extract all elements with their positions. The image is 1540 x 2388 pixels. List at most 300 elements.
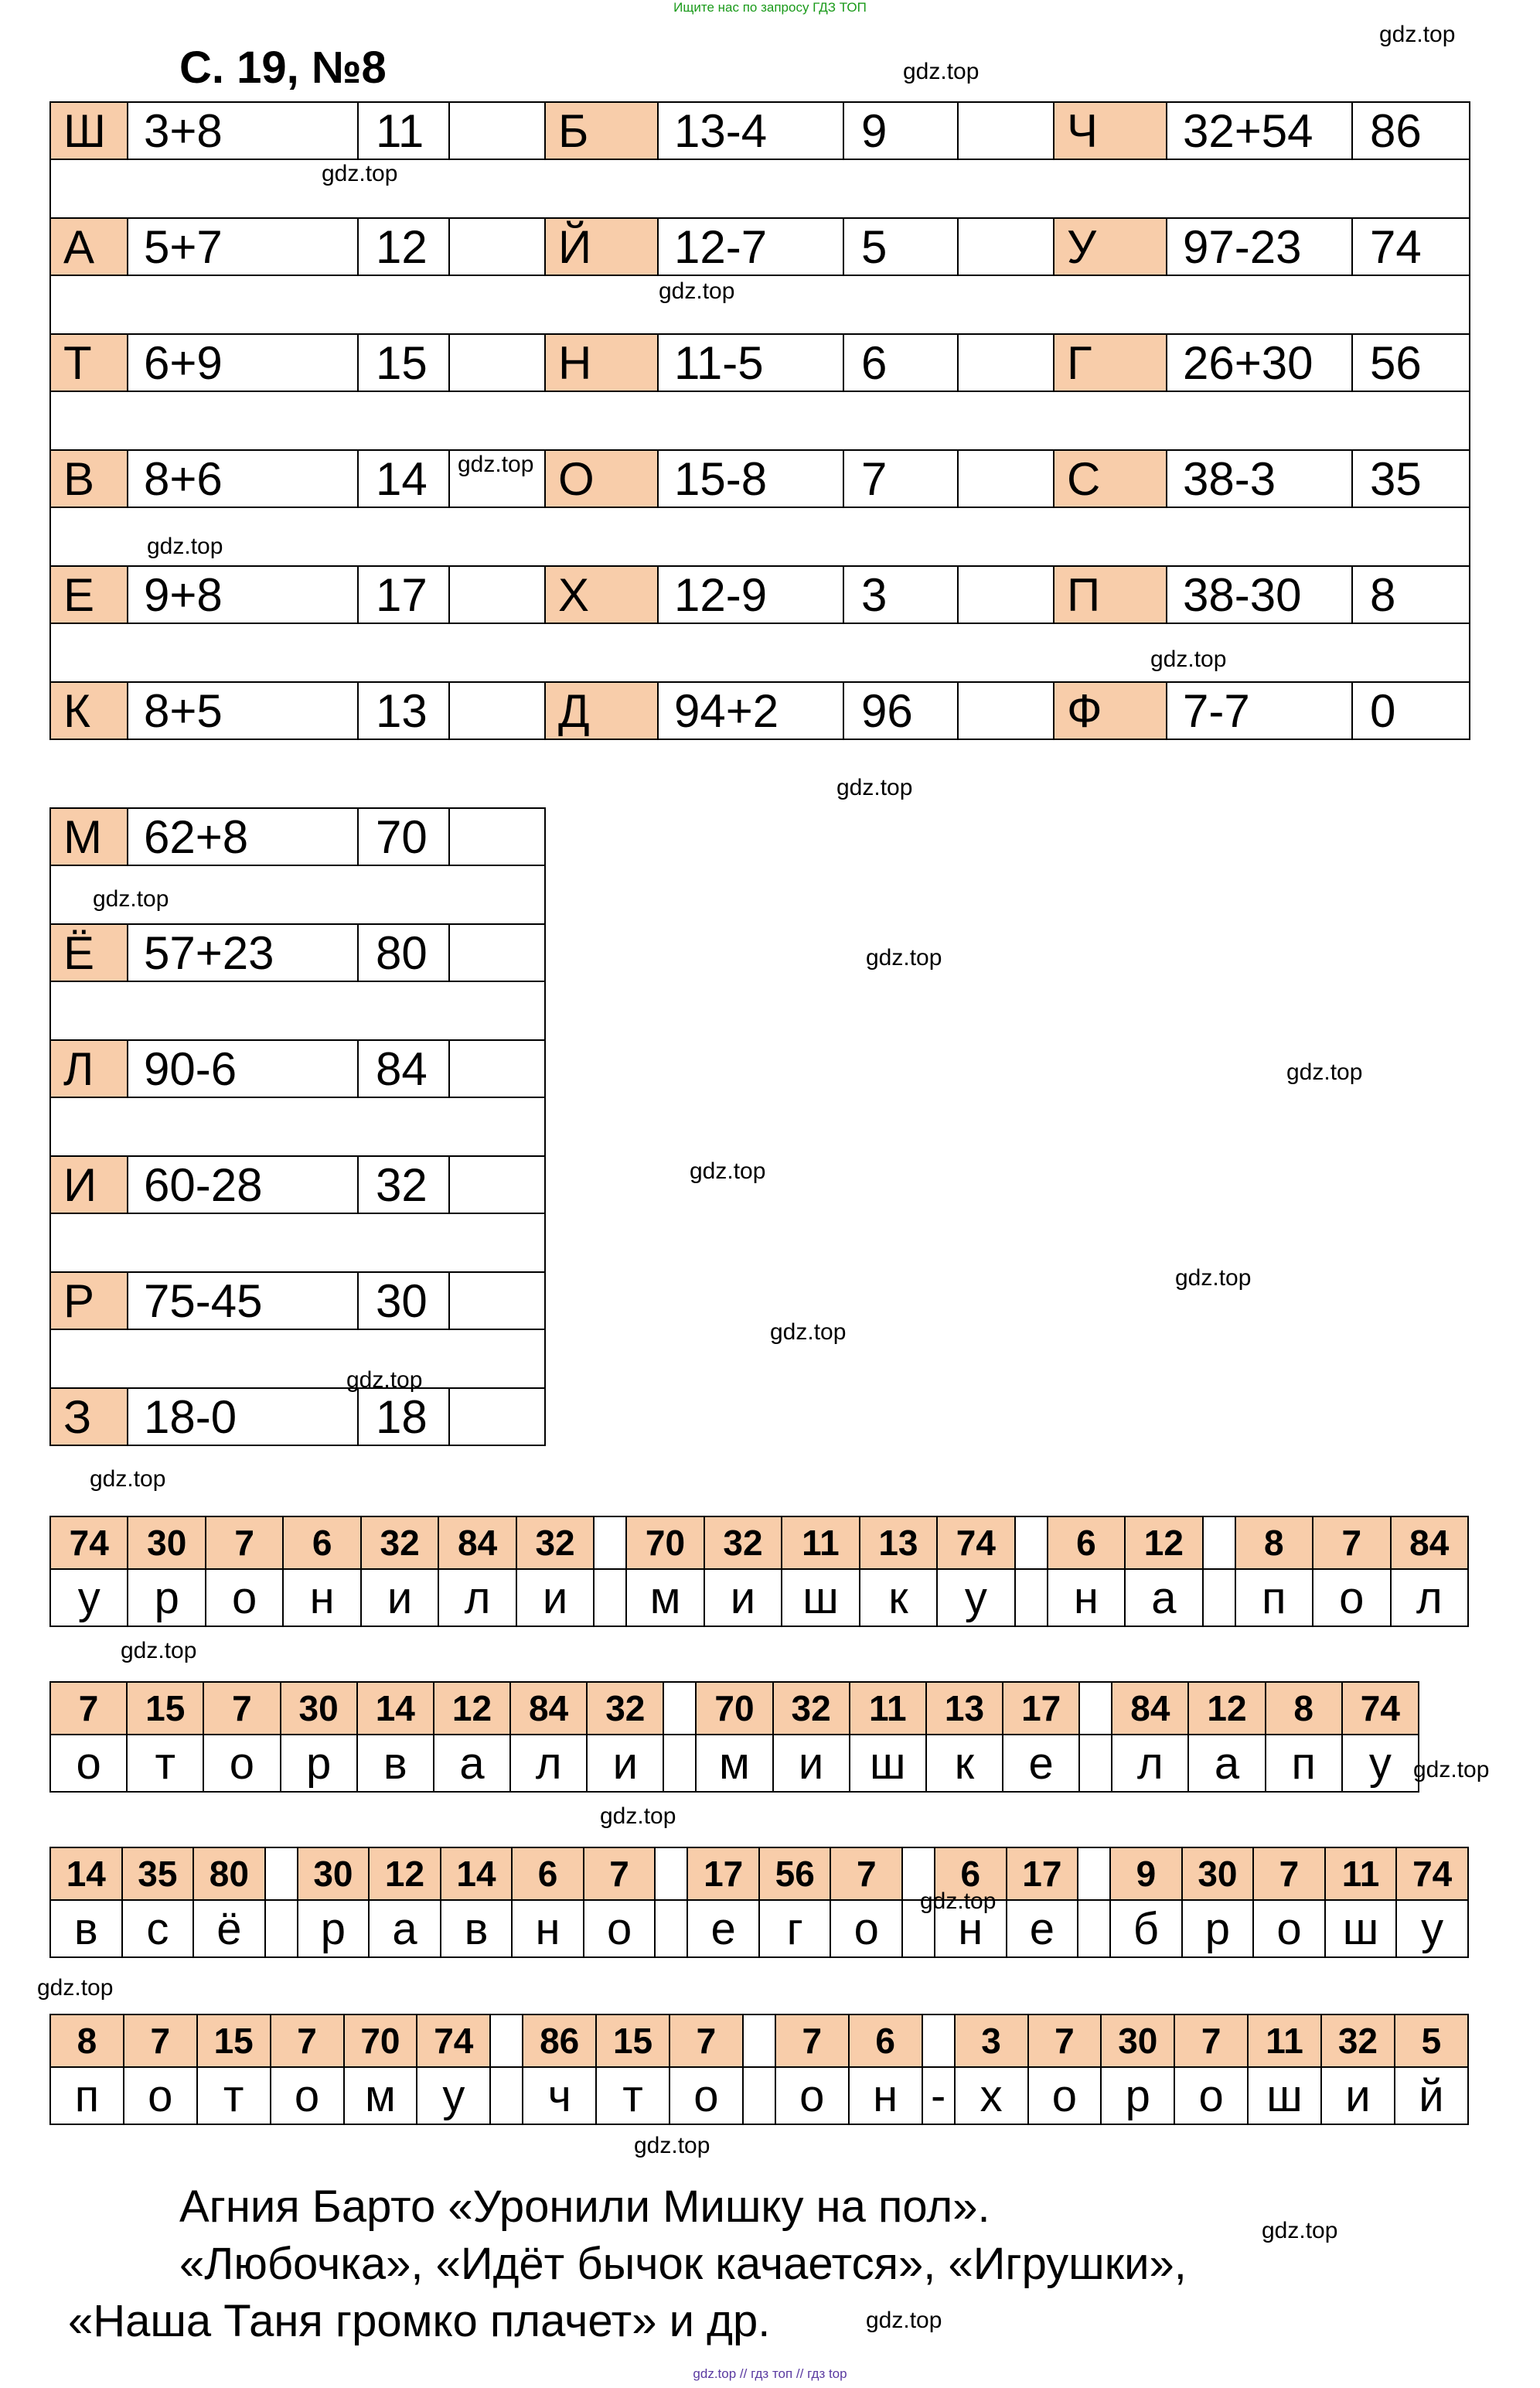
letter-cell: И (50, 1156, 128, 1213)
number-cell: 7 (1313, 1516, 1390, 1569)
letter-cell: Ш (50, 102, 128, 159)
number-cell: 7 (271, 2014, 344, 2067)
table-row (50, 808, 545, 865)
letter-row (50, 1900, 1468, 1957)
spacer-row (50, 1213, 545, 1272)
number-cell: 7 (830, 1847, 902, 1900)
decoded-letter-cell: и (704, 1569, 782, 1626)
decoded-letter-cell: и (773, 1735, 850, 1792)
number-cell: 13 (860, 1516, 937, 1569)
letter-cell: О (545, 450, 658, 507)
separator-cell (265, 1900, 298, 1957)
number-row (50, 1682, 1419, 1735)
decoded-letter-cell: л (1112, 1735, 1188, 1792)
separator-cell (594, 1569, 626, 1626)
letter-cell: Д (545, 682, 658, 739)
letter-cell: У (1054, 218, 1167, 275)
answer-cell: 0 (1352, 682, 1470, 739)
answer-cell: 70 (358, 808, 449, 865)
spacer-row (50, 623, 1470, 682)
decoded-letter-cell: е (687, 1900, 759, 1957)
watermark: gdz.top (37, 1975, 114, 2001)
number-cell: 86 (523, 2014, 596, 2067)
decoded-letter-cell: ш (850, 1735, 926, 1792)
empty-cell (958, 102, 1054, 159)
number-cell: 15 (127, 1682, 203, 1735)
table-row (50, 682, 1470, 739)
expression-cell: 9+8 (128, 566, 358, 623)
decoded-letter-cell: и (587, 1735, 663, 1792)
number-cell: 32 (516, 1516, 594, 1569)
answer-cell: 15 (358, 334, 449, 391)
decoded-letter-cell: ё (193, 1900, 265, 1957)
number-cell: 7 (1253, 1847, 1325, 1900)
watermark: gdz.top (322, 161, 398, 186)
letter-cell: П (1054, 566, 1167, 623)
answer-cell: 6 (843, 334, 958, 391)
number-cell: 30 (298, 1847, 370, 1900)
table-row (50, 1388, 545, 1445)
decoded-letter-cell: о (584, 1900, 656, 1957)
letter-cell: К (50, 682, 128, 739)
number-cell: 56 (759, 1847, 831, 1900)
separator-cell (655, 1847, 687, 1900)
table-row (50, 218, 1470, 275)
number-cell: 14 (50, 1847, 122, 1900)
expression-cell: 26+30 (1167, 334, 1352, 391)
watermark: gdz.top (121, 1638, 197, 1663)
spacer-row (50, 391, 1470, 450)
answer-cell: 32 (358, 1156, 449, 1213)
watermark: gdz.top (836, 775, 913, 800)
answer-cell: 35 (1352, 450, 1470, 507)
empty-cell (958, 450, 1054, 507)
number-cell: 7 (124, 2014, 197, 2067)
empty-cell (449, 1156, 545, 1213)
spacer-row (50, 507, 1470, 566)
decoded-letter-cell: р (281, 1735, 357, 1792)
spacer-cell (50, 275, 1470, 334)
separator-cell (1015, 1569, 1048, 1626)
top-promo-note: Ищите нас по запросу ГДЗ ТОП (673, 0, 867, 15)
answer-cell: 18 (358, 1388, 449, 1445)
decoded-letter-cell: у (1396, 1900, 1468, 1957)
decoded-letter-cell: т (596, 2067, 669, 2124)
code-row-1 (49, 1516, 1469, 1627)
decoded-letter-cell: о (50, 1735, 127, 1792)
spacer-cell (50, 507, 1470, 566)
number-cell: 32 (587, 1682, 663, 1735)
decoded-letter-cell: х (955, 2067, 1028, 2124)
decoded-letter-cell: с (122, 1900, 194, 1957)
expression-cell: 12-9 (658, 566, 843, 623)
expression-cell: 38-30 (1167, 566, 1352, 623)
number-cell: 30 (281, 1682, 357, 1735)
separator-cell (743, 2067, 775, 2124)
decoded-letter-cell: е (1003, 1735, 1079, 1792)
code-row-3 (49, 1847, 1469, 1958)
number-cell: 6 (849, 2014, 922, 2067)
decoded-letter-cell: л (1391, 1569, 1469, 1626)
spacer-cell (50, 159, 1470, 218)
empty-cell (449, 1040, 545, 1097)
number-cell: 7 (669, 2014, 743, 2067)
watermark: gdz.top (1413, 1757, 1490, 1782)
separator-cell (663, 1735, 696, 1792)
empty-cell (958, 334, 1054, 391)
letter-cell: Ф (1054, 682, 1167, 739)
number-cell: 7 (203, 1682, 280, 1735)
decoded-letter-cell: н (512, 1900, 584, 1957)
decoded-letter-cell: о (775, 2067, 849, 2124)
letter-cell: С (1054, 450, 1167, 507)
expression-cell: 7-7 (1167, 682, 1352, 739)
answer-cell: 8 (1352, 566, 1470, 623)
expression-cell: 5+7 (128, 218, 358, 275)
decoded-letter-cell: и (516, 1569, 594, 1626)
separator-cell (1079, 1682, 1112, 1735)
answer-cell: 96 (843, 682, 958, 739)
empty-cell (449, 808, 545, 865)
empty-cell (449, 1272, 545, 1329)
watermark: gdz.top (1262, 2218, 1338, 2243)
number-cell: 17 (1007, 1847, 1078, 1900)
decoded-letter-cell: а (1125, 1569, 1202, 1626)
decoded-letter-cell: н (1048, 1569, 1125, 1626)
decoded-letter-cell: о (669, 2067, 743, 2124)
watermark: gdz.top (690, 1158, 766, 1184)
code-row-4 (49, 2014, 1469, 2125)
number-cell: 5 (1395, 2014, 1468, 2067)
number-cell: 13 (926, 1682, 1003, 1735)
letters-expressions-table (49, 101, 1470, 740)
number-cell: 84 (438, 1516, 516, 1569)
number-cell: 32 (361, 1516, 438, 1569)
watermark: gdz.top (147, 534, 223, 559)
empty-cell (449, 102, 545, 159)
separator-cell (490, 2067, 523, 2124)
table-row (50, 1040, 545, 1097)
number-cell: 8 (50, 2014, 124, 2067)
decoded-letter-cell: и (1321, 2067, 1395, 2124)
separator-cell (1203, 1569, 1235, 1626)
watermark: gdz.top (1379, 22, 1456, 47)
decoded-letter-cell: й (1395, 2067, 1468, 2124)
expression-cell: 94+2 (658, 682, 843, 739)
spacer-row (50, 1329, 545, 1388)
number-cell: 12 (434, 1682, 510, 1735)
number-cell: 70 (626, 1516, 704, 1569)
empty-cell (958, 218, 1054, 275)
number-cell: 7 (1028, 2014, 1102, 2067)
letter-row (50, 1735, 1419, 1792)
separator-cell (655, 1900, 687, 1957)
spacer-row (50, 1097, 545, 1156)
answer-cell: 12 (358, 218, 449, 275)
answer-cell: 3 (843, 566, 958, 623)
letter-cell: Т (50, 334, 128, 391)
letter-cell: Й (545, 218, 658, 275)
watermark: gdz.top (458, 452, 534, 477)
expression-cell: 60-28 (128, 1156, 358, 1213)
answer-cell: 74 (1352, 218, 1470, 275)
number-cell: 14 (441, 1847, 513, 1900)
watermark: gdz.top (866, 945, 942, 971)
watermark: gdz.top (866, 2308, 942, 2333)
decoded-letter-cell: р (1101, 2067, 1174, 2124)
answer-cell: 5 (843, 218, 958, 275)
empty-cell (449, 566, 545, 623)
decoded-letter-cell: а (1188, 1735, 1265, 1792)
letter-cell: А (50, 218, 128, 275)
watermark: gdz.top (659, 278, 735, 304)
decoded-letter-cell: м (696, 1735, 772, 1792)
decoded-letter-cell: п (50, 2067, 124, 2124)
answer-cell: 56 (1352, 334, 1470, 391)
number-cell: 32 (773, 1682, 850, 1735)
watermark: gdz.top (1150, 646, 1227, 672)
empty-cell (958, 566, 1054, 623)
number-cell: 12 (1188, 1682, 1265, 1735)
decoded-letter-cell: к (926, 1735, 1003, 1792)
answer-cell: 86 (1352, 102, 1470, 159)
number-cell: 7 (50, 1682, 127, 1735)
letter-cell: Ч (1054, 102, 1167, 159)
decoded-letter-cell: ч (523, 2067, 596, 2124)
decoded-letter-cell: т (127, 1735, 203, 1792)
expression-cell: 13-4 (658, 102, 843, 159)
number-cell: 30 (128, 1516, 205, 1569)
number-cell: 35 (122, 1847, 194, 1900)
expression-cell: 11-5 (658, 334, 843, 391)
answer-cell: 84 (358, 1040, 449, 1097)
expression-cell: 3+8 (128, 102, 358, 159)
number-cell: 7 (1174, 2014, 1248, 2067)
number-cell: 30 (1182, 1847, 1254, 1900)
watermark: gdz.top (920, 1888, 997, 1914)
number-cell: 15 (197, 2014, 271, 2067)
separator-cell (1015, 1516, 1048, 1569)
decoded-letter-cell: в (50, 1900, 122, 1957)
separator-cell (663, 1682, 696, 1735)
code-row-2 (49, 1681, 1419, 1793)
empty-cell (449, 334, 545, 391)
number-cell: 70 (696, 1682, 772, 1735)
watermark: gdz.top (346, 1367, 423, 1393)
answer-cell: 7 (843, 450, 958, 507)
watermark: gdz.top (600, 1803, 676, 1829)
expression-cell: 62+8 (128, 808, 358, 865)
decoded-letter-cell: о (1313, 1569, 1390, 1626)
expression-cell: 32+54 (1167, 102, 1352, 159)
table-row (50, 924, 545, 981)
spacer-cell (50, 391, 1470, 450)
separator-cell (490, 2014, 523, 2067)
decoded-letter-cell: ш (782, 1569, 859, 1626)
separator-cell (1078, 1900, 1110, 1957)
decoded-letter-cell: н (849, 2067, 922, 2124)
expression-cell: 15-8 (658, 450, 843, 507)
expression-cell: 97-23 (1167, 218, 1352, 275)
decoded-letter-cell: н (935, 1900, 1007, 1957)
letter-cell: В (50, 450, 128, 507)
table-row (50, 102, 1470, 159)
number-cell: 8 (1235, 1516, 1313, 1569)
watermark: gdz.top (634, 2133, 710, 2158)
decoded-letter-cell: о (830, 1900, 902, 1957)
decoded-letter-cell: о (124, 2067, 197, 2124)
letter-cell: З (50, 1388, 128, 1445)
number-cell: 6 (512, 1847, 584, 1900)
letter-cell: Е (50, 566, 128, 623)
expression-cell: 90-6 (128, 1040, 358, 1097)
spacer-row (50, 981, 545, 1040)
number-cell: 11 (1325, 1847, 1397, 1900)
decoded-letter-cell: в (441, 1900, 513, 1957)
expression-cell: 8+5 (128, 682, 358, 739)
letter-cell: Б (545, 102, 658, 159)
letter-cell: Х (545, 566, 658, 623)
page-title: С. 19, №8 (179, 43, 387, 93)
spacer-row (50, 275, 1470, 334)
spacer-cell (50, 981, 545, 1040)
decoded-letter-cell: ш (1325, 1900, 1397, 1957)
number-cell: 74 (417, 2014, 490, 2067)
letter-cell: М (50, 808, 128, 865)
decoded-letter-cell: ш (1248, 2067, 1321, 2124)
decoded-letter-cell: в (357, 1735, 434, 1792)
number-cell: 12 (1125, 1516, 1202, 1569)
number-cell: 17 (687, 1847, 759, 1900)
number-cell: 74 (1396, 1847, 1468, 1900)
decoded-letter-cell: п (1266, 1735, 1342, 1792)
number-cell: 84 (510, 1682, 587, 1735)
decoded-letter-cell: б (1110, 1900, 1182, 1957)
answer-cell: 14 (358, 450, 449, 507)
number-cell: 7 (584, 1847, 656, 1900)
watermark: gdz.top (903, 59, 980, 84)
empty-cell (449, 1388, 545, 1445)
watermark: gdz.top (93, 886, 169, 912)
separator-cell: - (922, 2067, 955, 2124)
expression-cell: 6+9 (128, 334, 358, 391)
decoded-letter-cell: а (434, 1735, 510, 1792)
separator-cell (1079, 1735, 1112, 1792)
letter-row (50, 2067, 1468, 2124)
letter-cell: Ё (50, 924, 128, 981)
table-row (50, 1156, 545, 1213)
table-row (50, 1272, 545, 1329)
decoded-letter-cell: у (937, 1569, 1014, 1626)
decoded-letter-cell: о (271, 2067, 344, 2124)
decoded-letter-cell: у (1342, 1735, 1419, 1792)
separator-cell (1078, 1847, 1110, 1900)
letter-cell: Л (50, 1040, 128, 1097)
expression-cell: 38-3 (1167, 450, 1352, 507)
number-cell: 30 (1101, 2014, 1174, 2067)
letter-cell: Г (1054, 334, 1167, 391)
answer-cell: 30 (358, 1272, 449, 1329)
decoded-letter-cell: о (1174, 2067, 1248, 2124)
decoded-letter-cell: к (860, 1569, 937, 1626)
table-row (50, 450, 1470, 507)
decoded-letter-cell: р (128, 1569, 205, 1626)
number-cell: 74 (50, 1516, 128, 1569)
letter-cell: Н (545, 334, 658, 391)
answer-cell: 80 (358, 924, 449, 981)
footer-note: gdz.top // гдз топ // гдз top (693, 2366, 847, 2381)
decoded-letter-cell: о (206, 1569, 283, 1626)
spacer-row (50, 159, 1470, 218)
answer-cell: 17 (358, 566, 449, 623)
decoded-letter-cell: е (1007, 1900, 1078, 1957)
expression-cell: 8+6 (128, 450, 358, 507)
decoded-letter-cell: м (344, 2067, 417, 2124)
table-row (50, 334, 1470, 391)
number-cell: 11 (1248, 2014, 1321, 2067)
separator-cell (265, 1847, 298, 1900)
number-cell: 7 (206, 1516, 283, 1569)
table-row (50, 566, 1470, 623)
decoded-letter-cell: т (197, 2067, 271, 2124)
decoded-letter-cell: н (283, 1569, 360, 1626)
spacer-cell (50, 1213, 545, 1272)
number-cell: 32 (704, 1516, 782, 1569)
decoded-letter-cell: р (1182, 1900, 1254, 1957)
expression-cell: 75-45 (128, 1272, 358, 1329)
answer-line-2: «Любочка», «Идёт бычок качается», «Игрушки», (179, 2239, 1187, 2289)
decoded-letter-cell: и (361, 1569, 438, 1626)
decoded-letter-cell: р (298, 1900, 370, 1957)
expression-cell: 57+23 (128, 924, 358, 981)
answer-cell: 9 (843, 102, 958, 159)
empty-cell (449, 218, 545, 275)
expression-cell: 12-7 (658, 218, 843, 275)
decoded-letter-cell: у (50, 1569, 128, 1626)
number-cell: 74 (1342, 1682, 1419, 1735)
decoded-letter-cell: п (1235, 1569, 1313, 1626)
number-cell: 84 (1391, 1516, 1469, 1569)
decoded-letter-cell: о (1253, 1900, 1325, 1957)
watermark: gdz.top (1175, 1265, 1252, 1291)
number-cell: 12 (369, 1847, 441, 1900)
letter-row (50, 1569, 1468, 1626)
decoded-letter-cell: г (759, 1900, 831, 1957)
separator-cell (1203, 1516, 1235, 1569)
number-cell: 14 (357, 1682, 434, 1735)
decoded-letter-cell: л (510, 1735, 587, 1792)
decoded-letter-cell: м (626, 1569, 704, 1626)
expression-cell: 18-0 (128, 1388, 358, 1445)
decoded-letter-cell: а (369, 1900, 441, 1957)
number-cell: 6 (935, 1847, 1007, 1900)
number-cell: 9 (1110, 1847, 1182, 1900)
separator-cell (594, 1516, 626, 1569)
separator-cell (743, 2014, 775, 2067)
number-cell: 70 (344, 2014, 417, 2067)
number-cell: 6 (283, 1516, 360, 1569)
number-row (50, 2014, 1468, 2067)
number-cell: 15 (596, 2014, 669, 2067)
empty-cell (958, 682, 1054, 739)
spacer-cell (50, 1329, 545, 1388)
decoded-letter-cell: о (1028, 2067, 1102, 2124)
number-cell: 74 (937, 1516, 1014, 1569)
spacer-cell (50, 1097, 545, 1156)
answer-cell: 13 (358, 682, 449, 739)
number-cell: 3 (955, 2014, 1028, 2067)
letter-cell: Р (50, 1272, 128, 1329)
